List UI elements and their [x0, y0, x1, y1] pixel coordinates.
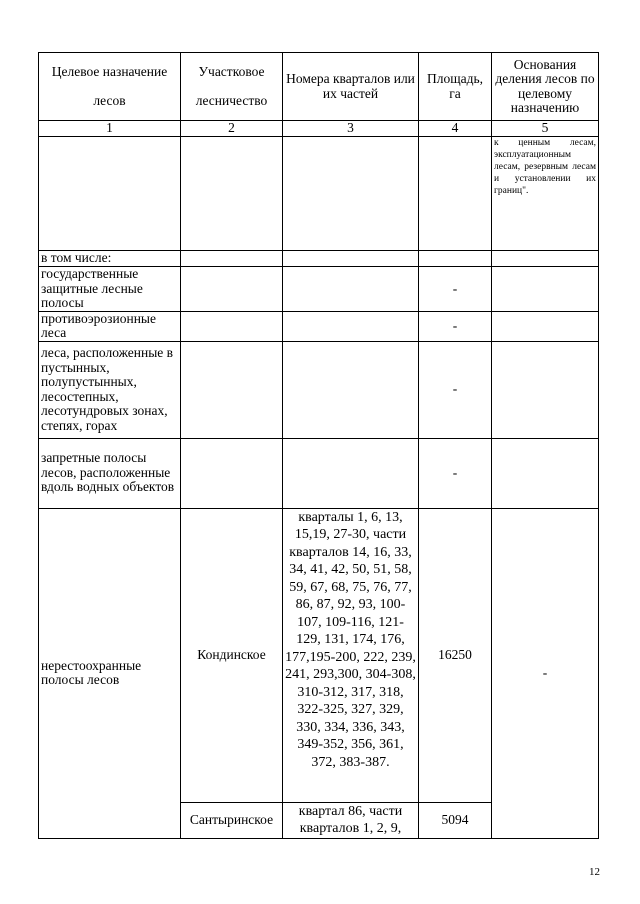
table-row — [39, 438, 599, 508]
table-row — [39, 267, 599, 312]
table-row — [39, 341, 599, 438]
purpose-cell: в том числе: — [39, 251, 181, 267]
purpose-cell: леса, расположенные в пустынных, полупустынных, лесостепных, лесотундровых зонах, степях, горах — [39, 341, 181, 438]
col-number-2: 2 — [181, 121, 283, 137]
header-forestry-line2: лесничество — [195, 92, 268, 108]
quarters-cell: квартал 86, части кварталов 1, 2, 9, — [283, 802, 419, 838]
area-cell: - — [419, 438, 492, 508]
header-forestry — [181, 53, 283, 121]
col-number-1: 1 — [39, 121, 181, 137]
area-cell — [419, 251, 492, 267]
header-purpose-line2: лесов — [93, 92, 126, 108]
purpose-cell: противоэрозионные леса — [39, 311, 181, 341]
header-area: Площадь, га — [419, 53, 492, 121]
col-number-4: 4 — [419, 121, 492, 137]
purpose-cell: запретные полосы лесов, расположенные вдоль водных объектов — [39, 438, 181, 508]
page-number: 12 — [589, 866, 600, 878]
header-basis: Основания деления лесов по целевому назначению — [492, 53, 599, 121]
area-cell: - — [419, 311, 492, 341]
area-cell: - — [419, 341, 492, 438]
table-row — [39, 311, 599, 341]
header-forestry-line1: Участковое — [198, 64, 265, 79]
purpose-cell: нерестоохранные полосы лесов — [39, 508, 181, 838]
basis-continued-text: к ценным лесам, эксплуатационным лесам, резервным лесам и установлении их границ". — [492, 137, 599, 251]
table-row — [39, 251, 599, 267]
header-purpose-line1: Целевое назначение — [51, 64, 168, 79]
header-quarters: Номера кварталов или их частей — [283, 53, 419, 121]
forestry-cell: Кондинское — [181, 508, 283, 802]
forest-purpose-table — [38, 52, 599, 839]
quarters-cell: кварталы 1, 6, 13, 15,19, 27-30, части кварталов 14, 16, 33, 34, 41, 42, 50, 51, 58, 59, 67, 68, 75, 76, 77, 86, 87, 92, 93, 100-107, 109-116, 121-129, 131, 174, 176, 177,195-200, 222, 239, 241, 293,300, 304-308, 310-312, 317, 318, 322-325, 327, 329, 330, 334, 336, 343, 349-352, 356, 361, 372, 383-387. — [283, 508, 419, 802]
header-row — [39, 53, 599, 121]
basis-cell: - — [492, 508, 599, 838]
forestry-cell: Сантыринское — [181, 802, 283, 838]
area-cell: 5094 — [419, 802, 492, 838]
purpose-cell: государственные защитные лесные полосы — [39, 267, 181, 312]
continued-row — [39, 137, 599, 251]
header-purpose — [39, 53, 181, 121]
area-cell: - — [419, 267, 492, 312]
area-cell: 16250 — [419, 508, 492, 802]
col-number-5: 5 — [492, 121, 599, 137]
column-number-row — [39, 121, 599, 137]
table-row — [39, 508, 599, 802]
col-number-3: 3 — [283, 121, 419, 137]
